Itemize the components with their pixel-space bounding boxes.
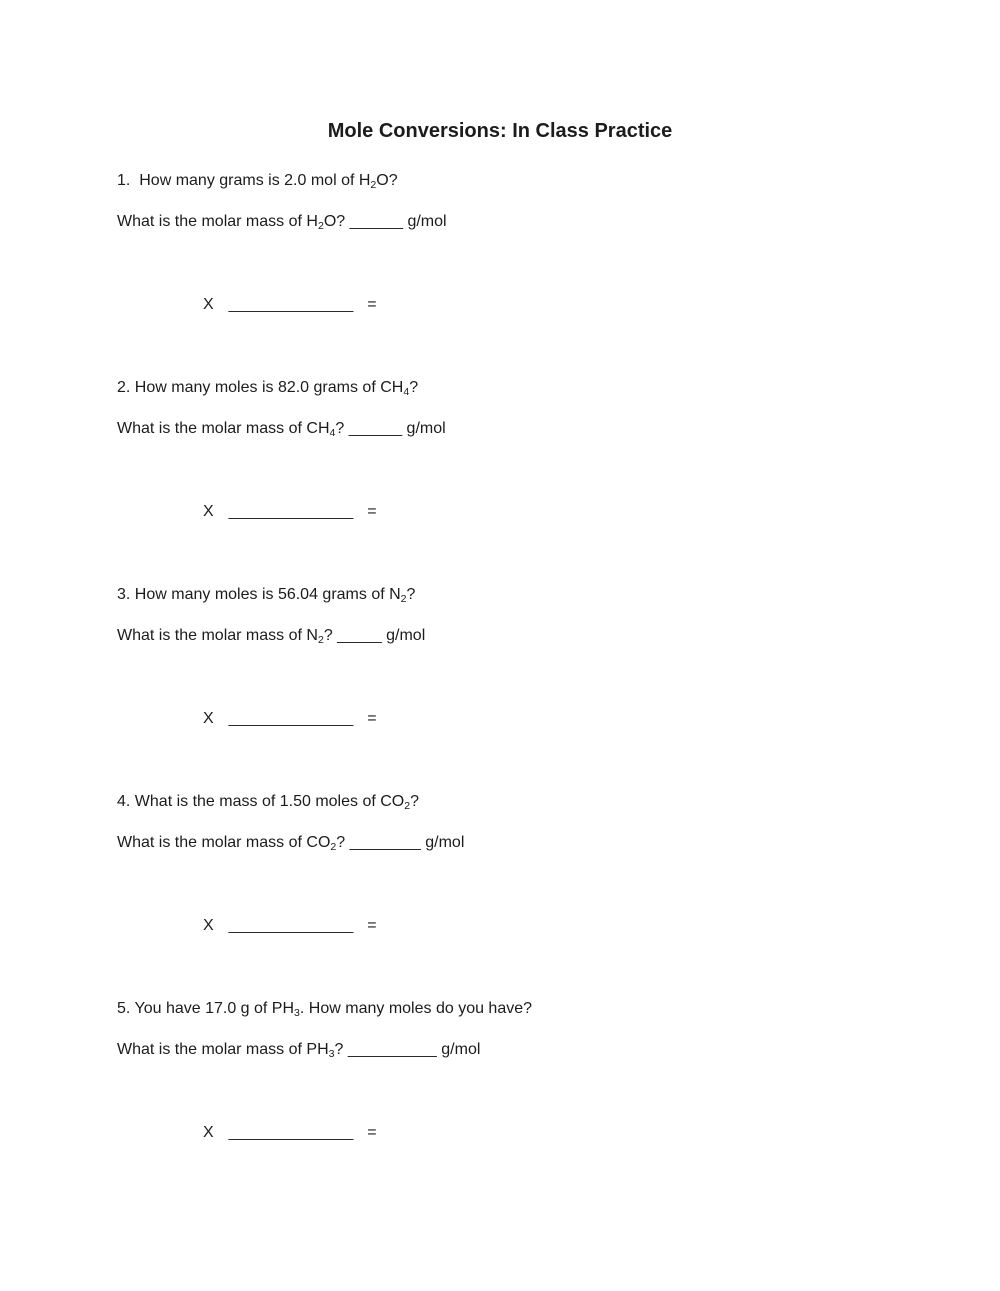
- question-5-molar-pre: What is the molar mass of PH: [117, 1041, 329, 1058]
- question-5-molar-post: ?: [334, 1041, 348, 1058]
- question-5-molar-mass-answer-blank[interactable]: __________: [347, 1041, 437, 1058]
- question-1-equals-label: =: [367, 296, 377, 313]
- question-4-molar-pre: What is the molar mass of CO: [117, 834, 331, 851]
- question-4-multiply-label: X: [203, 917, 214, 934]
- question-block-1: [0, 170, 1000, 377]
- question-2-equals-label: =: [367, 503, 377, 520]
- question-5-text-pre: 5. You have 17.0 g of PH: [117, 1000, 295, 1017]
- question-2-molar-pre: What is the molar mass of CH: [117, 420, 330, 437]
- question-1-molar-mass-prompt: [117, 211, 447, 234]
- question-5-text-post: . How many moles do you have?: [299, 1000, 533, 1017]
- question-2-molar-mass-prompt: [117, 418, 446, 441]
- question-3-text: [117, 584, 415, 607]
- question-5-work-line: [203, 1122, 377, 1144]
- question-3-molar-mass-answer-blank[interactable]: _____: [337, 627, 382, 644]
- question-5-formula-subscript: 3: [294, 1006, 300, 1019]
- question-3-molar-post: ?: [323, 627, 338, 644]
- question-1-work-answer-blank[interactable]: ______________: [228, 296, 354, 313]
- question-2-work-answer-blank[interactable]: ______________: [228, 503, 354, 520]
- question-3-work-answer-blank[interactable]: ______________: [228, 710, 354, 727]
- question-3-molar-pre: What is the molar mass of N: [117, 627, 318, 644]
- question-1-text-pre: 1. How many grams is 2.0 mol of H: [117, 172, 371, 189]
- question-4-text-pre: 4. What is the mass of 1.50 moles of CO: [117, 793, 405, 810]
- question-5-work-answer-blank[interactable]: ______________: [228, 1124, 354, 1141]
- question-3-text-post: ?: [406, 586, 416, 603]
- question-5-text: [117, 998, 532, 1021]
- question-4-molar-post: ?: [336, 834, 350, 851]
- question-3-formula-subscript: 2: [400, 592, 407, 605]
- question-1-formula-subscript: 2: [370, 178, 377, 191]
- question-3-work-line: [203, 708, 377, 730]
- question-1-molar-unit: g/mol: [403, 213, 447, 230]
- question-2-text-pre: 2. How many moles is 82.0 grams of CH: [117, 379, 404, 396]
- question-4-molar-unit: g/mol: [420, 834, 465, 851]
- question-2-molar-unit: g/mol: [402, 420, 446, 437]
- question-2-work-line: [203, 501, 377, 523]
- question-4-equals-label: =: [367, 917, 377, 934]
- question-block-2: [0, 377, 1000, 584]
- question-2-text-post: ?: [409, 379, 419, 396]
- question-1-text: [117, 170, 398, 193]
- question-4-molar-formula-subscript: 2: [330, 840, 337, 853]
- worksheet-title: Mole Conversions: In Class Practice: [327, 120, 673, 142]
- question-1-molar-mass-answer-blank[interactable]: ______: [349, 213, 404, 230]
- question-2-molar-mass-answer-blank[interactable]: ______: [348, 420, 403, 437]
- question-4-text-post: ?: [410, 793, 420, 810]
- question-2-molar-post: ?: [335, 420, 349, 437]
- question-1-multiply-label: X: [203, 296, 214, 313]
- question-2-molar-formula-subscript: 4: [329, 426, 336, 439]
- question-4-text: [117, 791, 419, 814]
- question-block-4: [0, 791, 1000, 998]
- question-2-formula-subscript: 4: [403, 385, 410, 398]
- question-4-formula-subscript: 2: [404, 799, 411, 812]
- question-3-molar-unit: g/mol: [381, 627, 426, 644]
- question-1-molar-post: O?: [323, 213, 350, 230]
- question-block-5: [0, 998, 1000, 1205]
- question-2-text: [117, 377, 418, 400]
- question-5-molar-unit: g/mol: [436, 1041, 481, 1058]
- question-3-text-pre: 3. How many moles is 56.04 grams of N: [117, 586, 401, 603]
- question-5-molar-formula-subscript: 3: [328, 1047, 335, 1060]
- question-3-molar-formula-subscript: 2: [317, 633, 324, 646]
- question-4-work-answer-blank[interactable]: ______________: [228, 917, 354, 934]
- question-1-molar-pre: What is the molar mass of H: [117, 213, 318, 230]
- question-5-multiply-label: X: [203, 1124, 214, 1141]
- question-1-molar-formula-subscript: 2: [317, 219, 324, 232]
- question-1-work-line: [203, 294, 377, 316]
- question-2-multiply-label: X: [203, 503, 214, 520]
- question-block-3: [0, 584, 1000, 791]
- question-4-work-line: [203, 915, 377, 937]
- question-5-molar-mass-prompt: [117, 1039, 480, 1062]
- question-5-equals-label: =: [367, 1124, 377, 1141]
- question-3-molar-mass-prompt: [117, 625, 425, 648]
- question-1-text-post: O?: [376, 172, 398, 189]
- question-4-molar-mass-answer-blank[interactable]: ________: [349, 834, 421, 851]
- question-4-molar-mass-prompt: [117, 832, 464, 855]
- question-3-equals-label: =: [367, 710, 377, 727]
- question-3-multiply-label: X: [203, 710, 214, 727]
